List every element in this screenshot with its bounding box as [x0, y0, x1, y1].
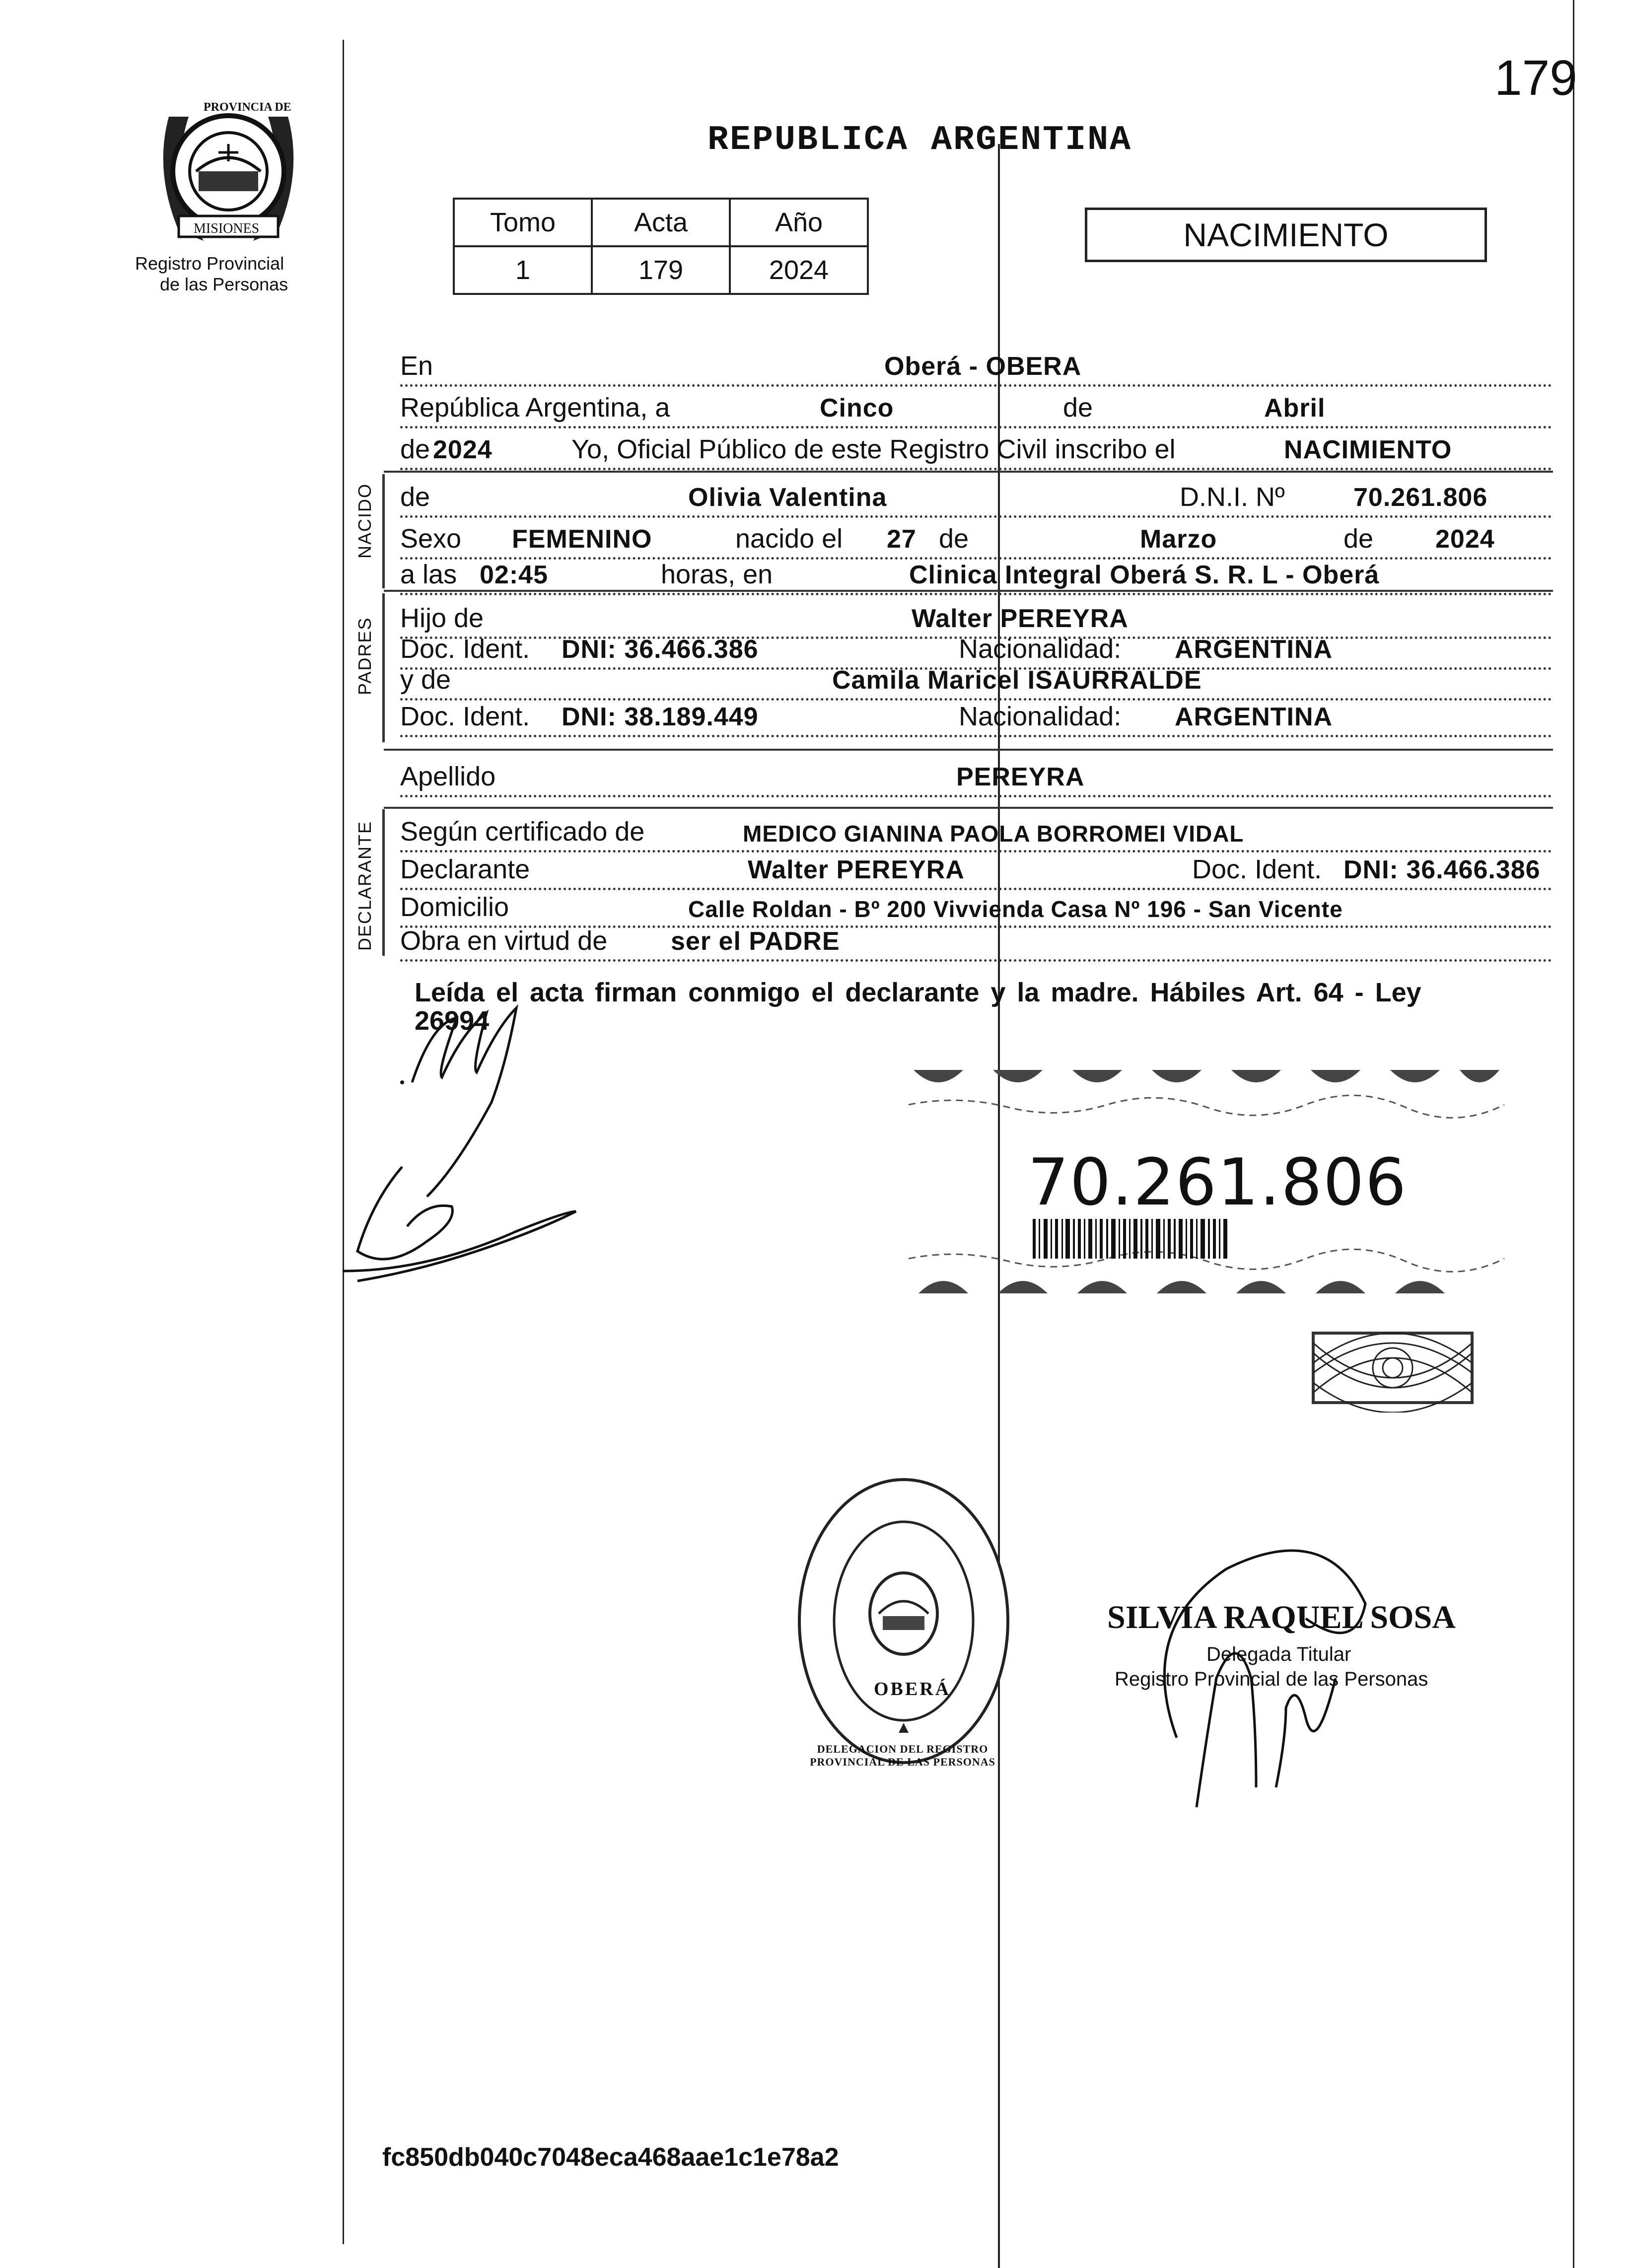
label-nacionalidad: Nacionalidad: — [959, 634, 1122, 664]
registry-name-1: Registro Provincial — [135, 253, 284, 274]
value-madre: Camila Maricel ISAURRALDE — [832, 666, 1202, 695]
stamp-city: OBERÁ — [874, 1679, 951, 1700]
row-nombre — [400, 473, 1552, 518]
label-hijo-de: Hijo de — [400, 603, 484, 633]
label-de-name: de — [400, 482, 430, 512]
registry-stamp-icon — [794, 1475, 1013, 1768]
label-doc-ident: Doc. Ident. — [400, 634, 530, 664]
value-apellido: PEREYRA — [956, 763, 1085, 791]
label-sexo: Sexo — [400, 524, 462, 554]
label-de3: de — [1343, 524, 1374, 554]
label-doc-ident2: Doc. Ident. — [400, 702, 530, 731]
side-label-padres: PADRES — [354, 617, 375, 695]
page-number: 179 — [1494, 50, 1577, 106]
label-domicilio: Domicilio — [400, 892, 509, 922]
value-madre-nac: ARGENTINA — [1175, 703, 1333, 731]
side-label-declarante: DECLARANTE — [354, 820, 375, 951]
nacido-sidebar — [382, 474, 385, 588]
act-table-header: Tomo — [454, 199, 592, 246]
registry-name-2: de las Personas — [160, 274, 288, 294]
page-title: REPUBLICA ARGENTINA — [707, 121, 1132, 160]
value-sexo: FEMENINO — [512, 525, 652, 554]
row-inscripcion — [400, 425, 1552, 470]
value-padre-nac: ARGENTINA — [1175, 635, 1333, 664]
row-en — [400, 342, 1552, 387]
padres-sidebar — [382, 593, 385, 742]
row-hora — [400, 550, 1552, 595]
act-type-box — [1085, 208, 1487, 262]
side-label-nacido: NACIDO — [354, 483, 375, 559]
label-segun: Según certificado de — [400, 817, 645, 847]
value-mes-nac: Marzo — [1140, 525, 1217, 554]
row-apellido — [400, 752, 1552, 797]
seal-bottom-text: MISIONES — [194, 221, 260, 236]
act-table-cell: 2024 — [730, 246, 868, 294]
value-declarante: Walter PEREYRA — [748, 855, 965, 884]
value-lugar-nac: Clinica Integral Oberá S. R. L - Oberá — [909, 561, 1380, 589]
label-apellido: Apellido — [400, 762, 496, 791]
act-type: NACIMIENTO — [1183, 216, 1389, 253]
value-nombre: Olivia Valentina — [688, 483, 887, 512]
label-nacionalidad2: Nacionalidad: — [959, 702, 1122, 731]
value-certificado: MEDICO GIANINA PAOLA BORROMEI VIDAL — [743, 821, 1244, 847]
value-padre: Walter PEREYRA — [912, 604, 1129, 633]
official-title: Delegada Titular — [1206, 1643, 1351, 1665]
label-doc-ident3: Doc. Ident. — [1192, 854, 1322, 884]
barcode-number: 70.261.806 — [1028, 1144, 1408, 1220]
value-anio-nac: 2024 — [1435, 525, 1495, 554]
act-table-cell: 1 — [454, 246, 592, 294]
label-yo: Yo, Oficial Público de este Registro Civil inscribo el — [571, 434, 1176, 464]
row-fecha — [400, 383, 1552, 428]
section-separator — [384, 749, 1553, 751]
value-mes: Abril — [1264, 394, 1326, 423]
act-table-cell: 179 — [592, 246, 730, 294]
label-en: En — [400, 351, 433, 381]
label-declarante: Declarante — [400, 854, 530, 884]
registry-logo — [149, 97, 308, 251]
label-de2: de — [939, 524, 969, 554]
act-table — [453, 198, 869, 295]
label-dni: D.N.I. Nº — [1180, 482, 1285, 512]
value-padre-doc: DNI: 36.466.386 — [562, 635, 759, 664]
value-dni: 70.261.806 — [1353, 483, 1488, 512]
closing-text-1: Leída el acta firman conmigo el declarante y la madre. Hábiles Art. 64 - Ley — [415, 978, 1421, 1007]
document-hash: fc850db040c7048eca468aae1c1e78a2 — [382, 2143, 839, 2172]
label-de: de — [1063, 393, 1093, 423]
value-domicilio: Calle Roldan - Bº 200 Vivvienda Casa Nº 196 - San Vicente — [688, 896, 1343, 922]
row-madre-doc — [400, 692, 1552, 737]
label-obra: Obra en virtud de — [400, 926, 608, 956]
closing-text-2: 26994 — [415, 1006, 490, 1036]
declarante-sidebar — [382, 809, 385, 956]
official-office: Registro Provincial de las Personas — [1115, 1668, 1428, 1690]
stamp-ring-text: DELEGACION DEL REGISTRO PROVINCIAL DE LAS PERSONAS — [810, 1743, 995, 1768]
security-label — [909, 1060, 1504, 1318]
official-stamp — [794, 1475, 1013, 1768]
value-tipo: NACIMIENTO — [1284, 435, 1452, 464]
value-anio: 2024 — [433, 435, 493, 464]
official-name: SILVIA RAQUEL SOSA — [1107, 1599, 1456, 1635]
label-republica: República Argentina, a — [400, 393, 670, 423]
label-nacido-el: nacido el — [735, 524, 843, 554]
value-hora: 02:45 — [480, 561, 548, 589]
act-table-header: Año — [730, 199, 868, 246]
label-y-de: y de — [400, 665, 451, 695]
value-lugar: Oberá - OBERA — [884, 352, 1082, 381]
right-margin-line — [1573, 0, 1574, 2268]
act-table-header: Acta — [592, 199, 730, 246]
hologram-icon — [1303, 1323, 1482, 1413]
label-horas-en: horas, en — [661, 560, 773, 589]
value-dia-nac: 27 — [887, 525, 917, 554]
value-obra: ser el PADRE — [671, 927, 840, 956]
row-obra — [400, 917, 1552, 962]
label-de-year: de — [400, 434, 430, 464]
value-madre-doc: DNI: 38.189.449 — [562, 703, 759, 731]
value-declarante-doc: DNI: 36.466.386 — [1343, 855, 1541, 884]
declarant-signature — [328, 993, 626, 1311]
value-dia: Cinco — [820, 394, 894, 423]
label-a-las: a las — [400, 560, 457, 589]
seal-top-text: PROVINCIA DE — [204, 101, 291, 114]
